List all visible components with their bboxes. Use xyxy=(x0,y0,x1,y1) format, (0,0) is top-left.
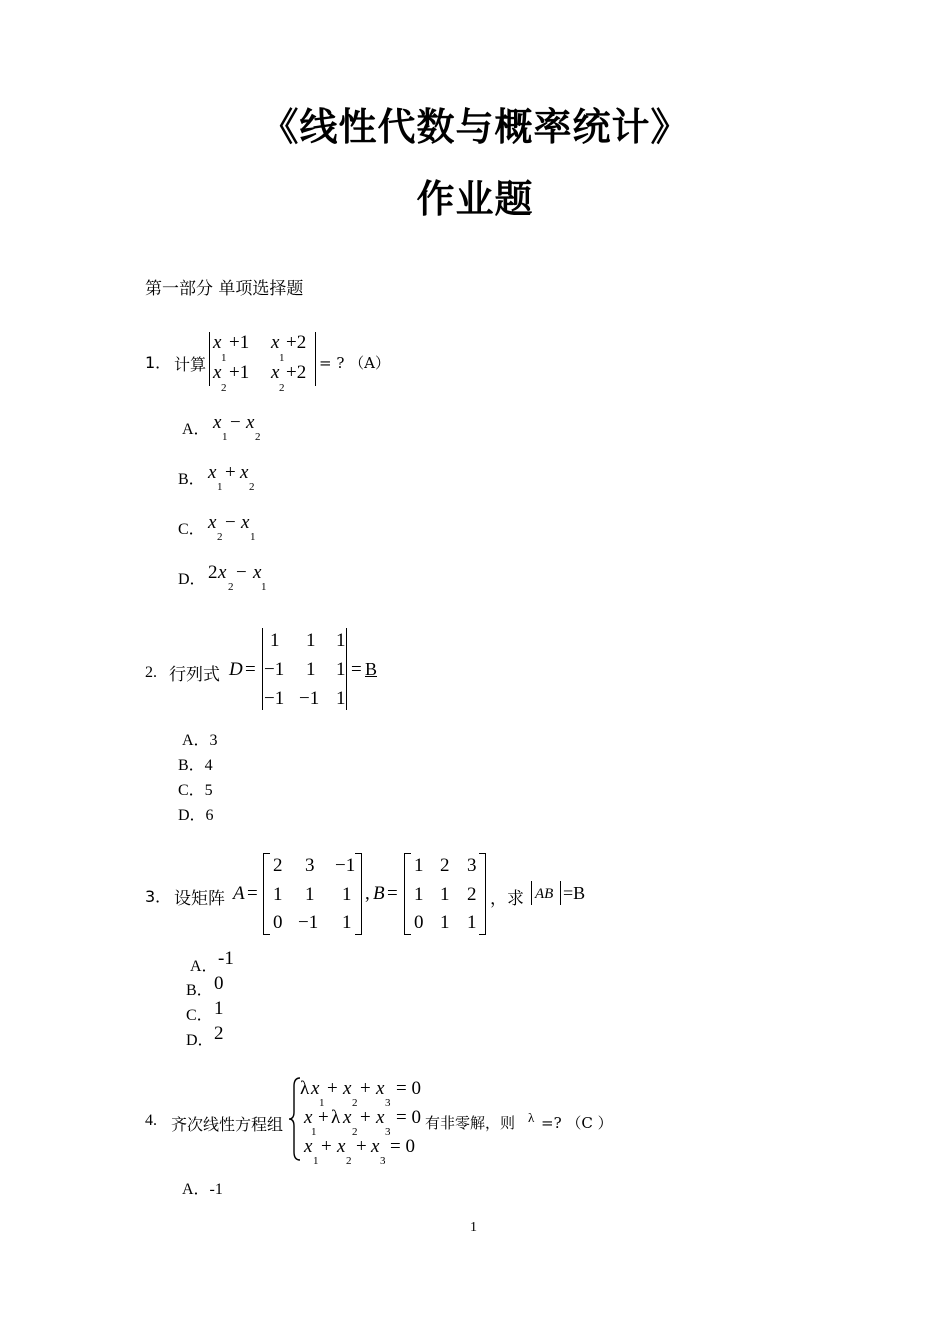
subscript: 1 xyxy=(313,1155,319,1167)
option-value: -1 xyxy=(218,948,234,969)
math-var-x: x xyxy=(376,1078,385,1099)
math-operator: + xyxy=(360,1078,371,1099)
math-equals: = 0 xyxy=(396,1107,421,1128)
det-bar-left xyxy=(531,881,532,905)
matrix-bracket-left xyxy=(404,853,411,935)
math-equals: = 0 xyxy=(390,1136,415,1157)
math-var-x: x xyxy=(208,462,217,483)
math-var-x: x xyxy=(218,562,227,583)
math-operator: + xyxy=(321,1136,332,1157)
math-operator: + xyxy=(327,1078,338,1099)
det-bar-left xyxy=(262,628,263,710)
matrix-entry: 1 xyxy=(414,884,424,905)
det-entry: +1 xyxy=(229,362,250,383)
math-var-x: x xyxy=(213,412,222,433)
det-bar-left xyxy=(209,332,210,386)
subscript: 2 xyxy=(255,431,261,443)
math-lambda: λ xyxy=(331,1107,341,1128)
math-var-x: x xyxy=(246,412,255,433)
math-equals: = xyxy=(245,659,256,680)
question-number: 1． xyxy=(145,353,172,372)
math-operator: − xyxy=(236,562,247,583)
math-equals: = xyxy=(387,883,398,904)
matrix-entry: 1 xyxy=(273,884,283,905)
math-var-x: x xyxy=(240,462,249,483)
math-operator: + xyxy=(356,1136,367,1157)
subscript: 2 xyxy=(217,531,223,543)
subscript: 1 xyxy=(217,481,223,493)
subscript: 1 xyxy=(250,531,256,543)
math-operator: − xyxy=(230,412,241,433)
matrix-entry: 2 xyxy=(273,855,283,876)
matrix-entry: −1 xyxy=(298,912,319,933)
subscript: 1 xyxy=(319,1097,325,1109)
page-number: 1 xyxy=(470,1220,477,1235)
det-entry: −1 xyxy=(264,688,285,709)
question-tail: = ? （A） xyxy=(319,354,390,372)
question-stem: 齐次线性方程组 xyxy=(171,1115,284,1134)
option-c-label: C． xyxy=(178,521,205,538)
matrix-entry: 2 xyxy=(440,855,450,876)
option-value: 0 xyxy=(214,973,224,994)
document-title: 《线性代数与概率统计》 xyxy=(260,105,690,149)
matrix-entry: 3 xyxy=(305,855,315,876)
math-comma: , xyxy=(365,883,370,904)
math-var-x: x xyxy=(311,1078,320,1099)
matrix-entry: 1 xyxy=(440,884,450,905)
option: A．3 xyxy=(182,732,218,749)
math-var-x: x xyxy=(343,1107,352,1128)
det-bar-right xyxy=(315,332,316,386)
question-number: 3． xyxy=(145,887,172,906)
subscript: 2 xyxy=(228,581,234,593)
option-a-label: A． xyxy=(182,421,210,438)
det-entry: 1 xyxy=(270,630,280,651)
math-var-x: x xyxy=(304,1136,313,1157)
answer: B xyxy=(365,659,378,679)
math-operator: + xyxy=(225,462,236,483)
det-entry: +1 xyxy=(229,332,250,353)
question-number: 2. xyxy=(145,664,157,681)
subscript: 2 xyxy=(352,1097,358,1109)
matrix-entry: −1 xyxy=(335,855,356,876)
subscript: 1 xyxy=(261,581,267,593)
det-entry: −1 xyxy=(299,688,320,709)
math-var-b: B xyxy=(373,883,385,904)
math-operator: + xyxy=(360,1107,371,1128)
math-var-a: A xyxy=(233,883,245,904)
option: B．4 xyxy=(178,757,213,774)
math-var-x: x xyxy=(208,512,217,533)
math-lambda: λ xyxy=(528,1110,535,1125)
question-stem: 行列式 xyxy=(169,665,220,685)
math-var-x: x xyxy=(343,1078,352,1099)
subscript: 1 xyxy=(222,431,228,443)
math-operator: + xyxy=(318,1107,329,1128)
subscript: 3 xyxy=(385,1097,391,1109)
math-var-x: x xyxy=(376,1107,385,1128)
det-bar-right xyxy=(346,628,347,710)
option-b-label: B． xyxy=(178,471,205,488)
subscript: 2 xyxy=(221,382,227,394)
option-label: A． xyxy=(190,958,218,975)
matrix-entry: 1 xyxy=(414,855,424,876)
math-var-x: x xyxy=(337,1136,346,1157)
matrix-entry: 0 xyxy=(273,912,283,933)
option-label: D． xyxy=(186,1032,214,1049)
answer: =B xyxy=(563,883,586,903)
det-entry: 1 xyxy=(306,630,316,651)
det-entry: 1 xyxy=(336,630,346,651)
det-entry: +2 xyxy=(286,332,307,353)
det-entry: +2 xyxy=(286,362,307,383)
det-entry: 1 xyxy=(306,659,316,680)
option-value: 2 xyxy=(214,1023,224,1044)
math-lambda: λ xyxy=(300,1078,310,1099)
question-stem: 设矩阵 xyxy=(174,889,225,909)
math-var-x: x xyxy=(304,1107,313,1128)
matrix-bracket-right xyxy=(479,853,486,935)
math-coef: 2 xyxy=(208,562,218,583)
matrix-entry: 1 xyxy=(467,912,477,933)
math-var-x: x xyxy=(371,1136,380,1157)
subscript: 2 xyxy=(346,1155,352,1167)
math-var-x: x xyxy=(213,332,222,353)
subscript: 1 xyxy=(311,1126,317,1138)
det-entry: 1 xyxy=(336,659,346,680)
math-var-d: D xyxy=(229,659,243,680)
subscript: 3 xyxy=(385,1126,391,1138)
math-equals: = xyxy=(247,883,258,904)
option-label: B． xyxy=(186,982,213,999)
matrix-entry: 0 xyxy=(414,912,424,933)
subscript: 2 xyxy=(249,481,255,493)
option-d-label: D． xyxy=(178,571,206,588)
matrix-bracket-right xyxy=(355,853,362,935)
option-value: 1 xyxy=(214,998,224,1019)
document-subtitle: 作业题 xyxy=(416,177,534,221)
subscript: 3 xyxy=(380,1155,386,1167)
matrix-entry: 1 xyxy=(342,884,352,905)
subscript: 2 xyxy=(279,382,285,394)
math-operator: − xyxy=(225,512,236,533)
question-tail: 有非零解，则 xyxy=(425,1114,516,1132)
matrix-bracket-left xyxy=(263,853,270,935)
det-entry: 1 xyxy=(336,688,346,709)
option-label: C． xyxy=(186,1007,213,1024)
subscript: 1 xyxy=(221,352,227,364)
math-var-x: x xyxy=(271,362,280,383)
det-entry: −1 xyxy=(264,659,285,680)
matrix-entry: 3 xyxy=(467,855,477,876)
option: A．-1 xyxy=(182,1181,223,1198)
matrix-entry: 1 xyxy=(305,884,315,905)
matrix-entry: 1 xyxy=(342,912,352,933)
section-heading: 第一部分 单项选择题 xyxy=(145,279,304,299)
option: C．5 xyxy=(178,782,213,799)
subscript: 1 xyxy=(279,352,285,364)
math-ab: AB xyxy=(535,886,554,902)
matrix-entry: 2 xyxy=(467,884,477,905)
matrix-entry: 1 xyxy=(440,912,450,933)
option: D．6 xyxy=(178,807,214,824)
math-equals: = xyxy=(351,659,362,680)
question-ask: ，求 xyxy=(490,889,524,909)
math-var-x: x xyxy=(213,362,222,383)
math-var-x: x xyxy=(253,562,262,583)
math-var-x: x xyxy=(271,332,280,353)
question-number: 4. xyxy=(145,1112,157,1129)
det-bar-right xyxy=(560,881,561,905)
math-var-x: x xyxy=(241,512,250,533)
question-stem: 计算 xyxy=(174,355,207,374)
question-answer: =? （C ） xyxy=(541,1114,613,1132)
math-equals: = 0 xyxy=(396,1078,421,1099)
subscript: 2 xyxy=(352,1126,358,1138)
